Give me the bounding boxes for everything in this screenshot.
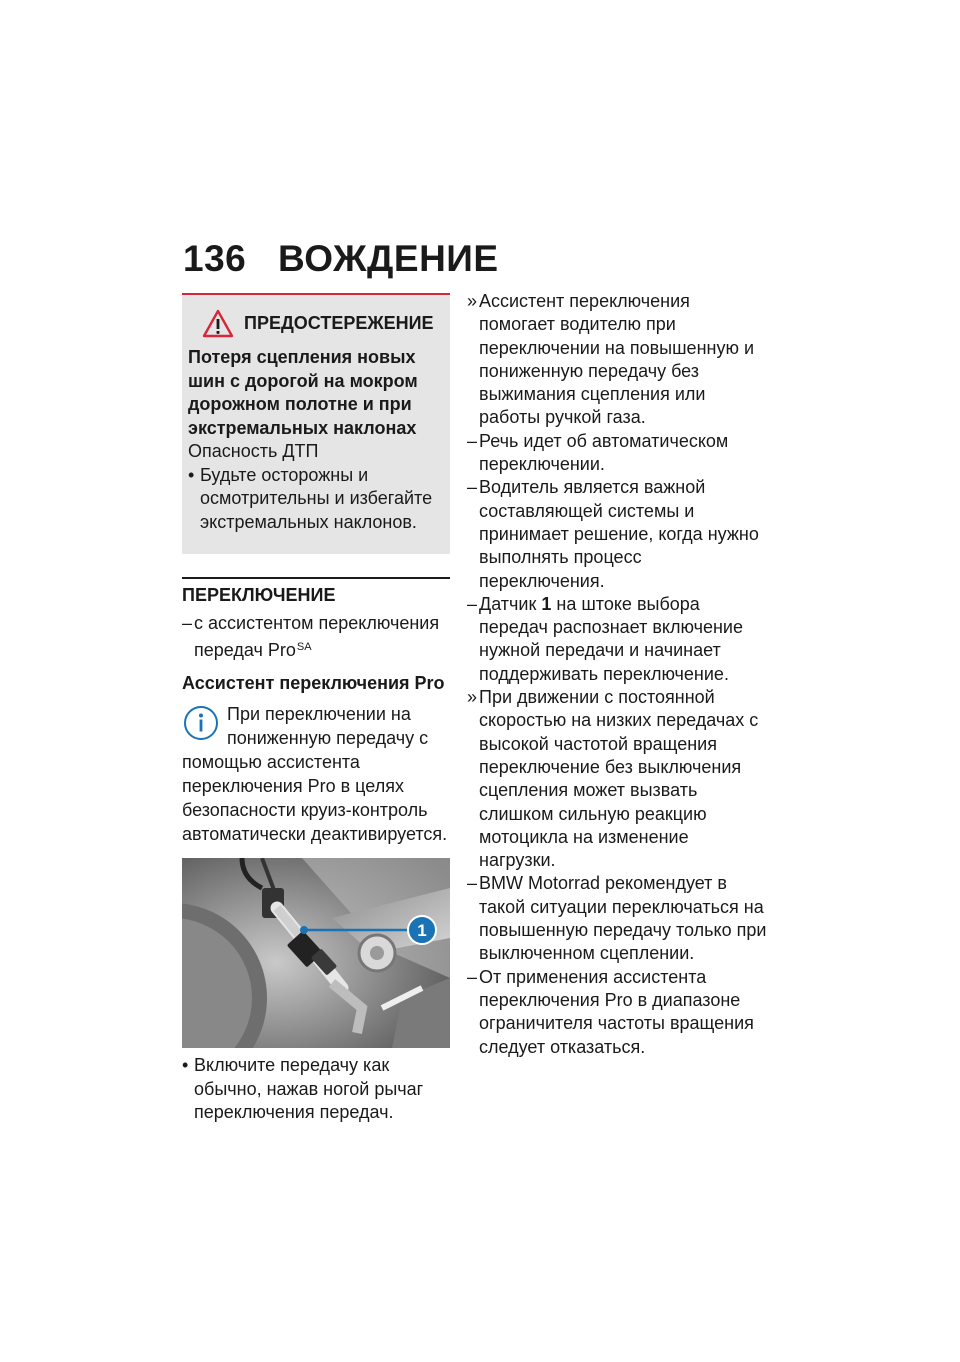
list-item-text: От применения ассистента переключения Pro в диапазоне ограничителя частоты вращения следует отказаться.	[479, 966, 754, 1057]
photo-gear-sensor	[182, 858, 450, 1048]
list-item	[467, 966, 767, 1059]
dash-icon: –	[467, 593, 478, 614]
callout-reference: 1	[541, 593, 552, 614]
warning-subtitle: Опасность ДТП	[188, 441, 319, 461]
list-item	[467, 872, 767, 965]
warning-label: ПРЕДОСТЕРЕЖЕНИЕ	[244, 313, 434, 333]
list-item-text: Речь идет об автоматическом переключении.	[479, 430, 729, 475]
dash-icon: –	[467, 873, 478, 894]
dash-icon: –	[182, 613, 193, 633]
list-item-text: с ассистентом переключения передач Pro	[194, 613, 440, 660]
page-number: 136	[183, 238, 247, 279]
dash-icon: –	[467, 477, 478, 498]
list-item	[467, 686, 767, 872]
info-icon	[183, 705, 219, 741]
option-badge: SA	[296, 640, 312, 653]
list-item-text: Датчик	[479, 593, 537, 614]
subsection-title: Ассистент переключения Pro	[182, 673, 445, 693]
list-item-text: Ассистент переключения помогает водителю при переключении на повышенную и пониженную передачу без выжимания сцепления или работы ручкой газа.	[479, 291, 755, 428]
warning-title: Потеря сцепления новых шин с дорогой на мокром дорожном полотне и при экстремальных наклонах	[188, 347, 418, 438]
list-item-text: Включите передачу как обычно, нажав ногой рычаг переключения передач.	[194, 1055, 424, 1122]
info-text: При переключении на пониженную передачу с помощью ассистента переключения Pro в целях безопасности круиз-контроль автоматически деактивируется.	[182, 704, 448, 844]
arrow-marker-icon: »	[467, 291, 478, 311]
callout-label: 1	[417, 921, 427, 940]
list-item-text: BMW Motorrad рекомендует в такой ситуации переключаться на повышенную передачу только при выключенном сцеплении.	[479, 873, 767, 964]
bullet-icon: •	[182, 1055, 189, 1075]
arrow-marker-icon: »	[467, 687, 478, 708]
dash-icon: –	[467, 430, 478, 451]
page-title: ВОЖДЕНИЕ	[278, 238, 499, 279]
list-item-text: Водитель является важной составляющей системы и принимает решение, когда нужно выполнять процесс переключения.	[479, 477, 759, 591]
warning-header	[188, 309, 444, 338]
dash-icon: –	[467, 966, 478, 987]
bullet-icon: •	[188, 464, 195, 485]
info-note	[182, 702, 450, 846]
list-item	[467, 430, 767, 477]
list-item	[467, 593, 767, 686]
warning-triangle-icon	[202, 309, 234, 338]
list-item-text: Будьте осторожны и осмотрительны и избегайте экстремальных наклонов.	[200, 464, 433, 532]
list-item-text: При движении с постоянной скоростью на низких передачах с высокой частотой вращения переключение без выключения сцепления может вызвать слишком сильную реакцию мотоцикла на изменение нагрузки.	[479, 687, 759, 871]
list-item	[467, 476, 767, 592]
section-title: ПЕРЕКЛЮЧЕНИЕ	[182, 577, 450, 606]
warning-box	[182, 293, 450, 554]
list-item	[467, 290, 767, 430]
page-header	[183, 238, 499, 280]
list-item	[188, 464, 444, 535]
list-item-text: на штоке выбора передач распознает включение нужной передачи и начинает поддерживать переключение.	[479, 593, 743, 684]
list-item	[182, 1054, 450, 1125]
left-column	[182, 293, 450, 1125]
right-column	[467, 290, 767, 1059]
list-item	[182, 612, 450, 662]
